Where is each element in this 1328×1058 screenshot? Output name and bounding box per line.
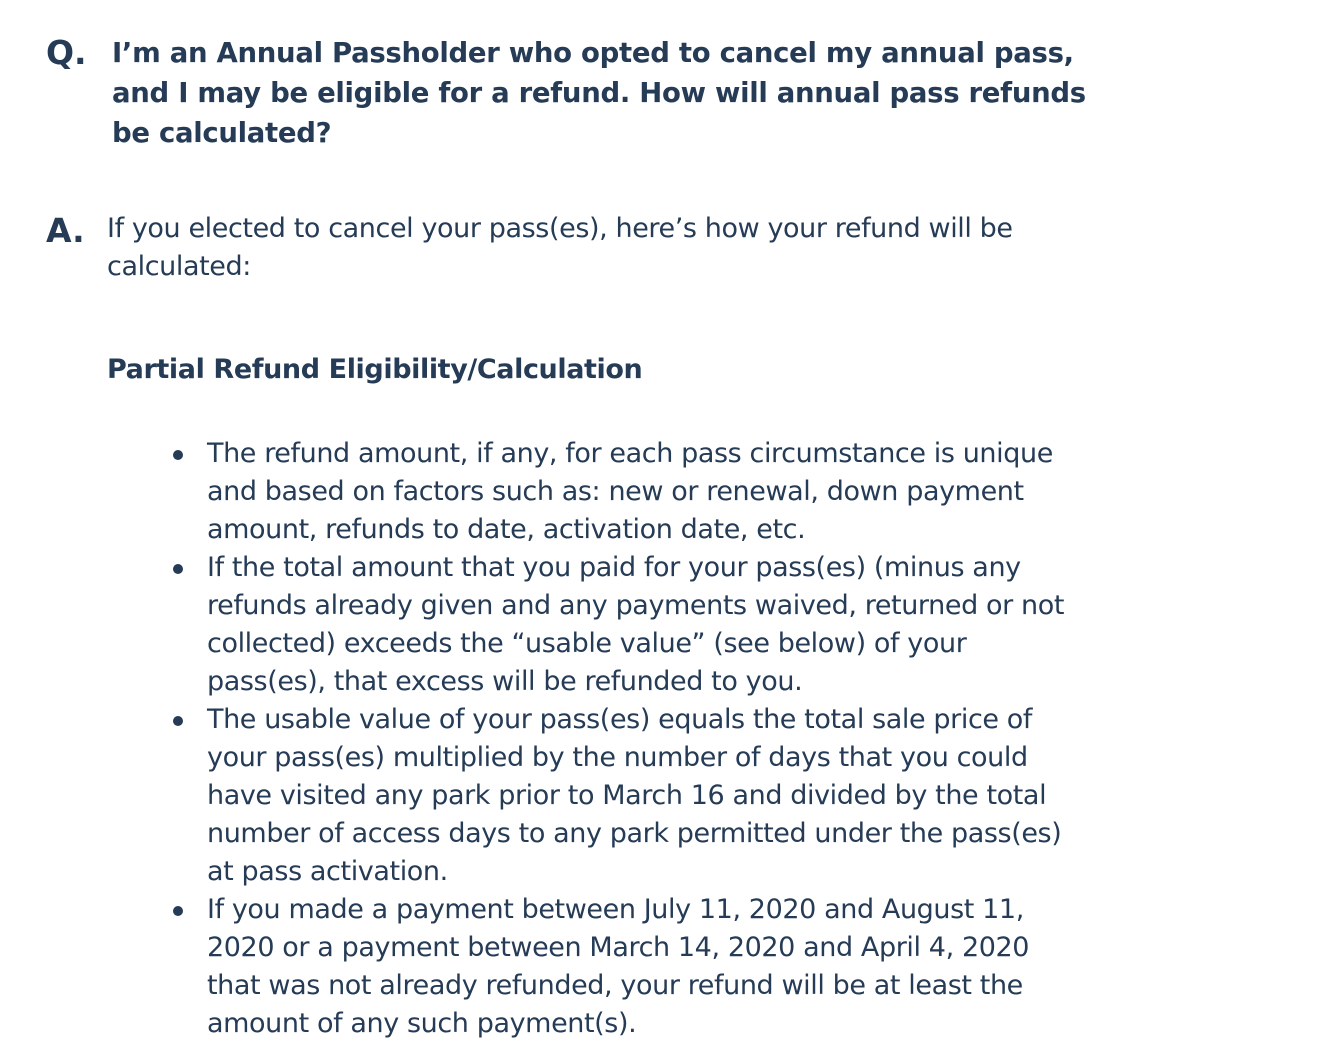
question-text: I’m an Annual Passholder who opted to cancel my annual pass, and I may be eligible for a refund. How will annual pass refunds be calculated? xyxy=(112,37,1086,149)
answer-marker: A. xyxy=(46,211,85,250)
answer-intro: If you elected to cancel your pass(es), here’s how your refund will be calculated: xyxy=(107,213,1013,282)
section-heading: Partial Refund Eligibility/Calculation xyxy=(107,354,643,385)
bullet-list xyxy=(107,435,1097,1043)
list-item xyxy=(169,891,1067,1043)
list-item-text: If the total amount that you paid for your pass(es) (minus any refunds already given and any payments waived, returned or not collected) exceeds the “usable value” (see below) of your pass(es), that excess will be refunded to you. xyxy=(207,552,1065,697)
bullet-dot-icon xyxy=(173,564,183,574)
bullet-dot-icon xyxy=(173,906,183,916)
answer-block xyxy=(46,210,1106,1043)
list-item-text: The refund amount, if any, for each pass circumstance is unique and based on factors such as: new or renewal, down payment amount, refunds to date, activation date, etc. xyxy=(207,438,1053,545)
list-item-text: The usable value of your pass(es) equals the total sale price of your pass(es) multiplied by the number of days that you could have visited any park prior to March 16 and divided by the total number of access days to any park permitted under the pass(es) at pass activation. xyxy=(207,704,1062,887)
question-marker: Q. xyxy=(46,33,87,72)
list-item xyxy=(169,701,1067,891)
question-block xyxy=(46,33,1106,153)
list-item xyxy=(169,549,1067,701)
bullet-dot-icon xyxy=(173,450,183,460)
bullet-dot-icon xyxy=(173,716,183,726)
list-item-text: If you made a payment between July 11, 2020 and August 11, 2020 or a payment between March 14, 2020 and April 4, 2020 that was not already refunded, your refund will be at least the amount of any such payment(s). xyxy=(207,894,1030,1039)
answer-body xyxy=(107,210,1097,1043)
list-item xyxy=(169,435,1067,549)
